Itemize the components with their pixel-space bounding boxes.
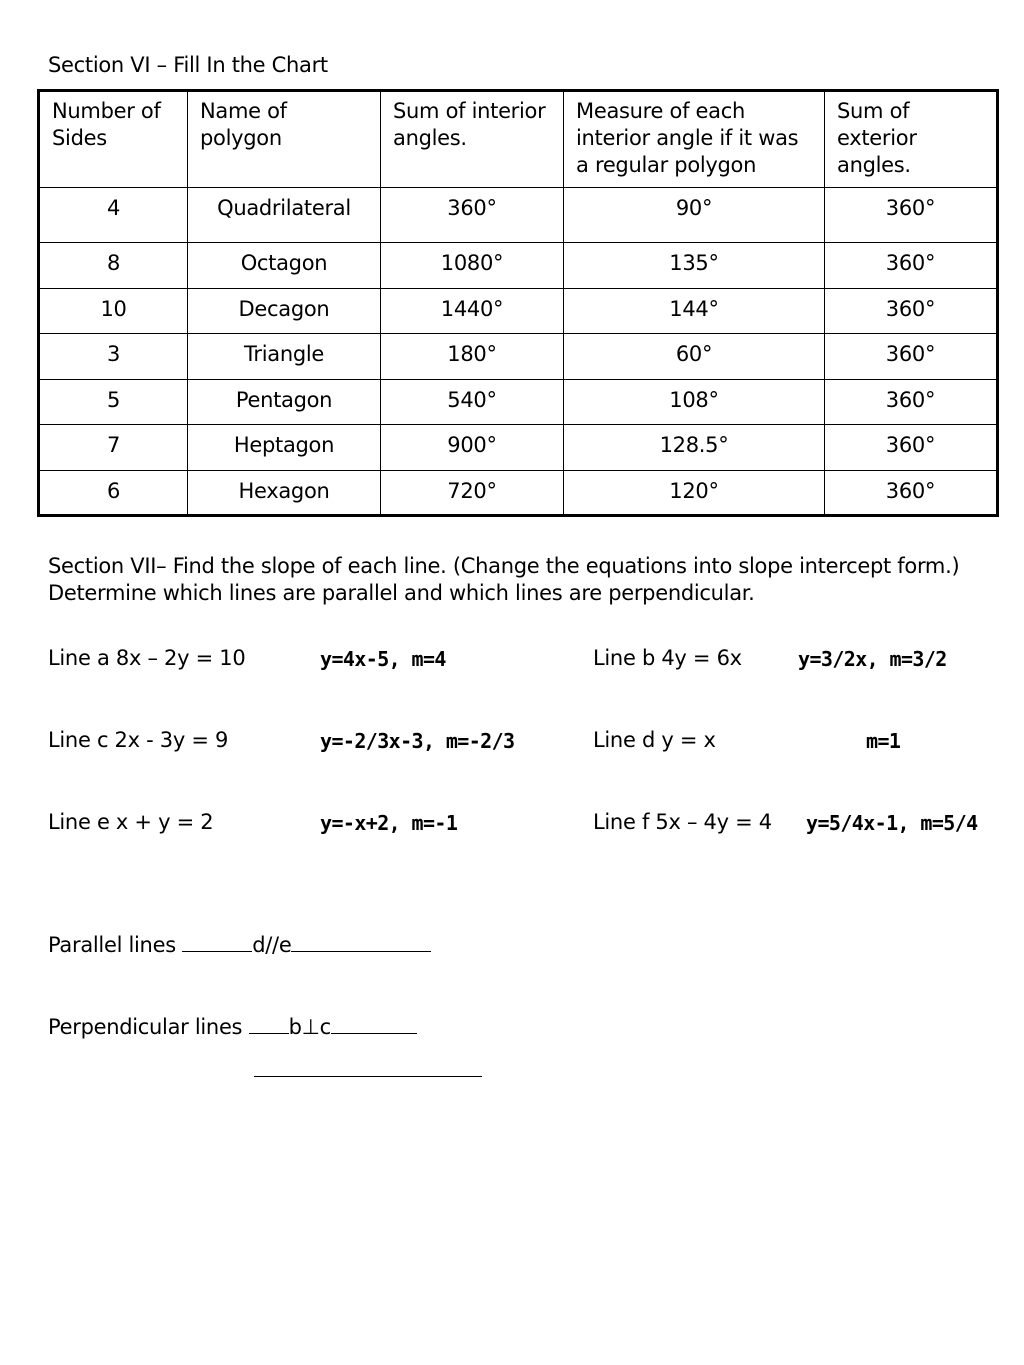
line-d-equation: Line d y = x <box>593 728 716 752</box>
cell-sides: 4 <box>39 188 188 243</box>
table-header-row <box>39 91 998 188</box>
cell-interior-sum: 1440° <box>381 288 564 334</box>
cell-interior-angle: 60° <box>564 334 825 380</box>
section-vi-title: Section VI – Fill In the Chart <box>48 53 328 77</box>
parallel-lines-answer: d//e <box>252 933 292 957</box>
table-row <box>39 188 998 243</box>
parallel-blank-left <box>182 931 252 952</box>
cell-polygon-name: Triangle <box>188 334 381 380</box>
perpendicular-blank-left <box>249 1013 289 1034</box>
cell-interior-angle: 135° <box>564 243 825 289</box>
line-a-answer: y=4x-5, m=4 <box>320 647 446 671</box>
cell-exterior-sum: 360° <box>825 379 998 425</box>
parallel-lines-row <box>48 931 431 959</box>
cell-interior-angle: 128.5° <box>564 425 825 471</box>
line-f-equation: Line f 5x – 4y = 4 <box>593 810 772 834</box>
cell-interior-sum: 180° <box>381 334 564 380</box>
cell-polygon-name: Decagon <box>188 288 381 334</box>
cell-polygon-name: Hexagon <box>188 470 381 516</box>
line-b-answer: y=3/2x, m=3/2 <box>798 647 947 671</box>
cell-exterior-sum: 360° <box>825 288 998 334</box>
cell-interior-sum: 720° <box>381 470 564 516</box>
cell-exterior-sum: 360° <box>825 243 998 289</box>
cell-sides: 8 <box>39 243 188 289</box>
cell-polygon-name: Heptagon <box>188 425 381 471</box>
cell-interior-angle: 144° <box>564 288 825 334</box>
cell-sides: 10 <box>39 288 188 334</box>
line-e-answer: y=-x+2, m=-1 <box>320 811 458 835</box>
cell-polygon-name: Pentagon <box>188 379 381 425</box>
header-sum-exterior-angles: Sum of exterior angles. <box>825 91 998 188</box>
perpendicular-lines-answer: b⊥c <box>288 1015 331 1039</box>
parallel-lines-label: Parallel lines <box>48 933 176 957</box>
header-number-of-sides: Number of Sides <box>39 91 188 188</box>
line-c-equation: Line c 2x - 3y = 9 <box>48 728 229 752</box>
parallel-blank-right <box>291 931 431 952</box>
table-row <box>39 243 998 289</box>
cell-polygon-name: Quadrilateral <box>188 188 381 243</box>
perpendicular-blank-right <box>331 1013 417 1034</box>
cell-sides: 6 <box>39 470 188 516</box>
table-row <box>39 288 998 334</box>
perpendicular-extra-blank <box>254 1076 482 1077</box>
cell-interior-angle: 108° <box>564 379 825 425</box>
cell-sides: 5 <box>39 379 188 425</box>
table-row <box>39 379 998 425</box>
cell-exterior-sum: 360° <box>825 425 998 471</box>
line-f-answer: y=5/4x-1, m=5/4 <box>806 811 978 835</box>
cell-interior-sum: 900° <box>381 425 564 471</box>
line-e-equation: Line e x + y = 2 <box>48 810 214 834</box>
line-c-answer: y=-2/3x-3, m=-2/3 <box>320 729 515 753</box>
header-name-of-polygon: Name of polygon <box>188 91 381 188</box>
perpendicular-lines-label: Perpendicular lines <box>48 1015 243 1039</box>
polygon-table <box>37 89 999 517</box>
cell-interior-angle: 120° <box>564 470 825 516</box>
cell-exterior-sum: 360° <box>825 334 998 380</box>
table-row <box>39 425 998 471</box>
header-sum-interior-angles: Sum of interior angles. <box>381 91 564 188</box>
cell-interior-angle: 90° <box>564 188 825 243</box>
line-b-equation: Line b 4y = 6x <box>593 646 742 670</box>
table-row <box>39 334 998 380</box>
table-row <box>39 470 998 516</box>
cell-sides: 7 <box>39 425 188 471</box>
line-a-equation: Line a 8x – 2y = 10 <box>48 646 246 670</box>
cell-interior-sum: 540° <box>381 379 564 425</box>
cell-interior-sum: 1080° <box>381 243 564 289</box>
perpendicular-lines-row <box>48 1013 417 1041</box>
cell-exterior-sum: 360° <box>825 470 998 516</box>
line-d-answer: m=1 <box>866 729 901 753</box>
section-vii-instructions: Section VII– Find the slope of each line. (Change the equations into slope intercept form.) Determine which lines are parallel and which lines are perpendicular. <box>48 554 960 605</box>
cell-polygon-name: Octagon <box>188 243 381 289</box>
cell-interior-sum: 360° <box>381 188 564 243</box>
cell-exterior-sum: 360° <box>825 188 998 243</box>
cell-sides: 3 <box>39 334 188 380</box>
header-measure-each-interior-angle: Measure of each interior angle if it was a regular polygon <box>564 91 825 188</box>
